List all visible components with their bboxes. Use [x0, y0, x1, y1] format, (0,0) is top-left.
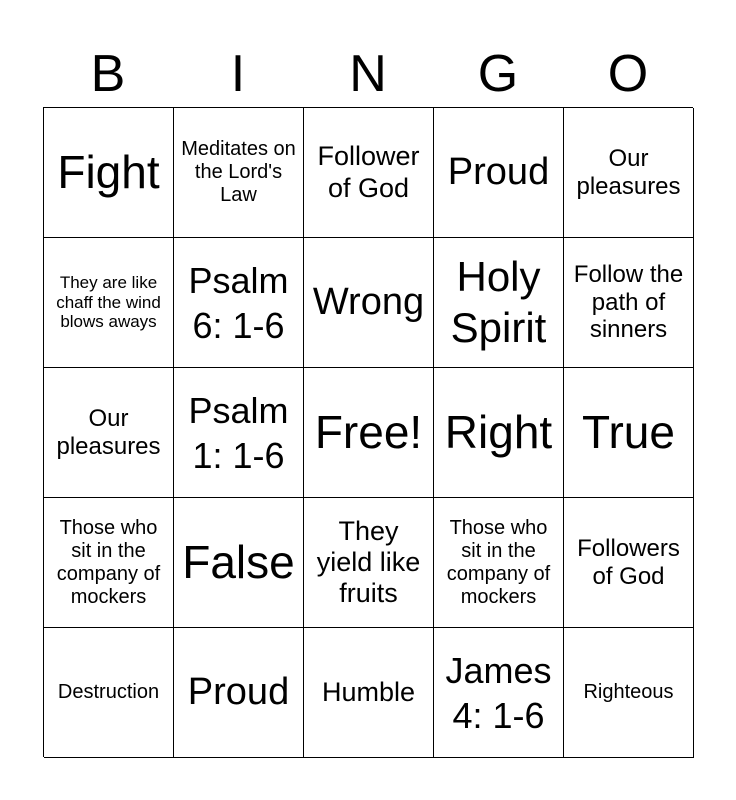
- bingo-cell: Proud: [434, 108, 564, 238]
- bingo-cell: Fight: [44, 108, 174, 238]
- bingo-cell: Psalm 1: 1-6: [174, 368, 304, 498]
- bingo-cell: False: [174, 498, 304, 628]
- bingo-cell: Meditates on the Lord's Law: [174, 108, 304, 238]
- bingo-cell: Psalm 6: 1-6: [174, 238, 304, 368]
- bingo-cell: They yield like fruits: [304, 498, 434, 628]
- bingo-cell: Follower of God: [304, 108, 434, 238]
- bingo-header: [43, 40, 693, 108]
- bingo-cell: True: [564, 368, 694, 498]
- bingo-cell: Righteous: [564, 628, 694, 758]
- header-letter-g: G: [477, 45, 519, 103]
- bingo-cell: Free!: [304, 368, 434, 498]
- bingo-board: [43, 107, 693, 757]
- bingo-cell: They are like chaff the wind blows aways: [44, 238, 174, 368]
- bingo-cell: Follow the path of sinners: [564, 238, 694, 368]
- header-letter-o: O: [607, 45, 649, 103]
- header-letter-i: I: [230, 45, 246, 103]
- bingo-cell: Humble: [304, 628, 434, 758]
- bingo-cell: Proud: [174, 628, 304, 758]
- bingo-cell: Destruction: [44, 628, 174, 758]
- header-letter-b: B: [90, 45, 126, 103]
- bingo-cell: Our pleasures: [44, 368, 174, 498]
- bingo-cell: Those who sit in the company of mockers: [434, 498, 564, 628]
- bingo-cell: James 4: 1-6: [434, 628, 564, 758]
- bingo-cell: Right: [434, 368, 564, 498]
- bingo-cell: Holy Spirit: [434, 238, 564, 368]
- bingo-cell: Followers of God: [564, 498, 694, 628]
- bingo-cell: Wrong: [304, 238, 434, 368]
- bingo-cell: Those who sit in the company of mockers: [44, 498, 174, 628]
- header-letter-n: N: [349, 45, 387, 103]
- bingo-cell: Our pleasures: [564, 108, 694, 238]
